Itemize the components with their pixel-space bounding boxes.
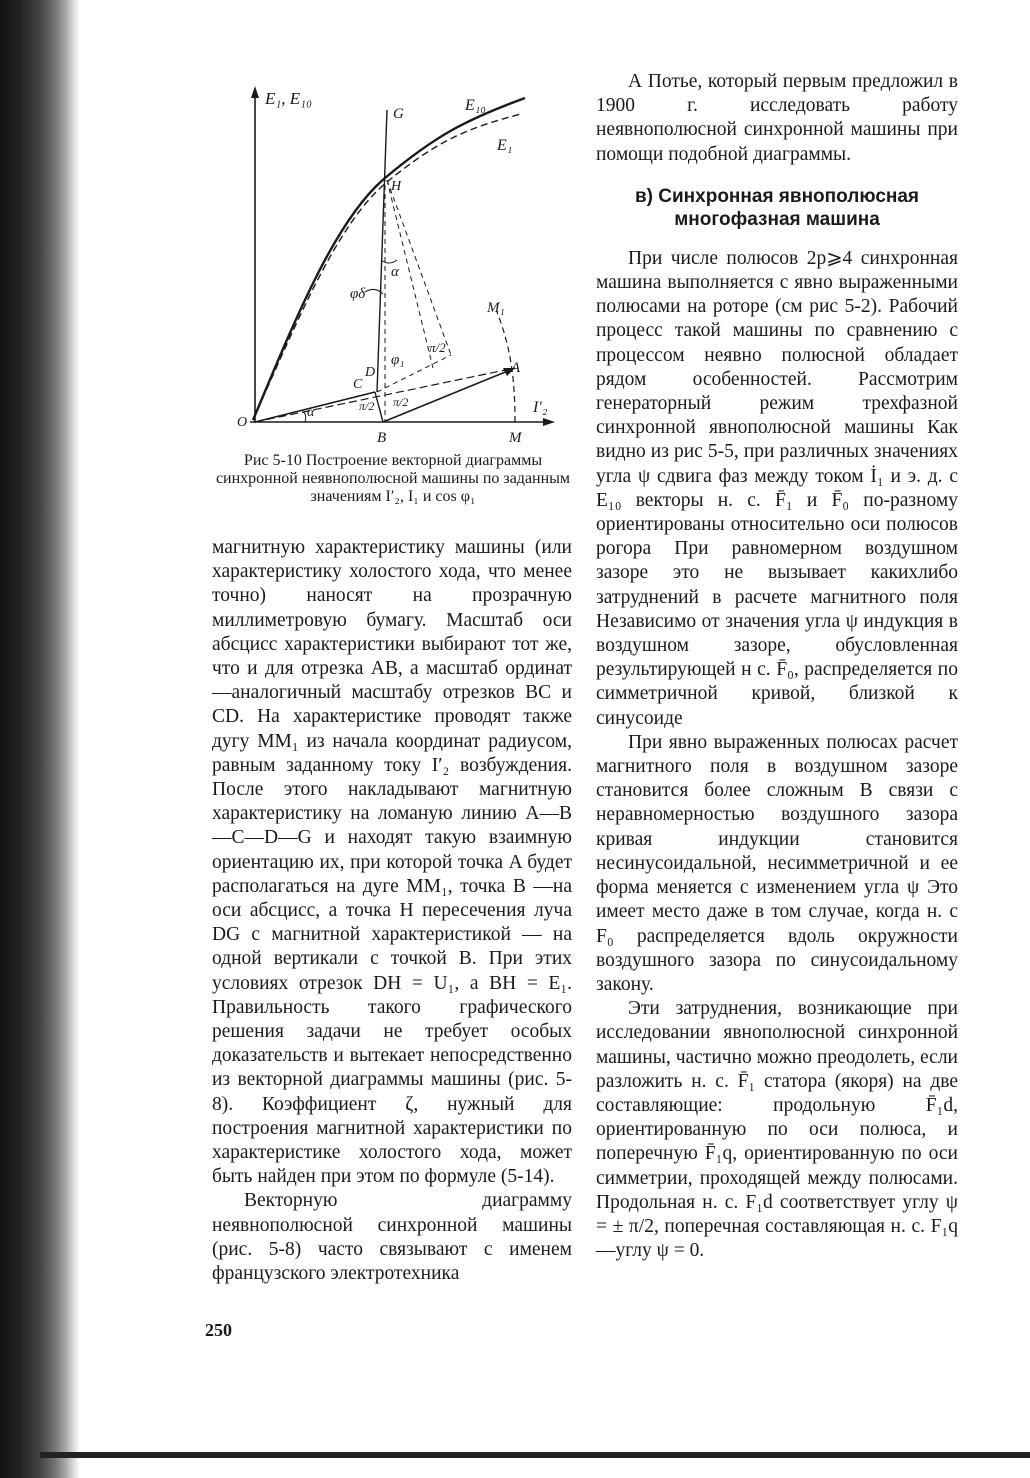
label-e1: E₁ [497, 137, 513, 154]
right-paragraph-1: А Потье, который первым предложил в 1900 г. исследовать работу неявнополюсной синхронной машины при помощи подобной диаграммы. [596, 71, 958, 165]
left-text-column [212, 536, 572, 1286]
label-a: A [511, 360, 521, 376]
angle-alpha-h [381, 260, 397, 263]
label-phi-d: φδ [350, 286, 366, 302]
label-alpha-h: α [391, 264, 399, 280]
line-oc [255, 392, 375, 422]
vector-diagram-figure [215, 80, 575, 450]
label-pi2-a: π/2 [429, 340, 446, 355]
left-paragraph-1: магнитную характеристику машины (или характеристику холостого хода, что менее точно) наносят на прозрачную миллиметровую бумагу. Масштаб оси абсцисс характеристики выбирают тот же, что и для отрезка AB, а масштаб ординат—аналогичный масштабу отрезков BC и CD. На характеристике проводят также дугу MM₁ из начала координат радиусом, равным заданному току I′₂ возбуждения. После этого накладывают магнитную характеристику на ломаную линию A—B—C—D—G и находят такую взаимную ориентацию их, при которой точка A будет располагаться на дуге MM₁, точка B —на оси абсцисс, а точка H пересечения луча DG с магнитной характеристикой — на одной вертикали с точкой B. При этих условиях отрезок DH = U₁, а BH = E₁. Правильность такого графического решения задачи не требует особых доказательств и вытекает непосредственно из векторной диаграммы машины (рис. 5-8). Коэффициент ζ, нужный для построения магнитной характеристики по характеристике холостого хода, может быть найден при этом по формуле (5-14). [212, 537, 572, 1188]
label-e10: E₁₀ [465, 97, 486, 114]
section-heading: в) Синхронная явнополюсная многофазная машина [634, 185, 920, 230]
label-d: D [365, 365, 376, 380]
y-axis-arrow [251, 86, 259, 98]
right-paragraph-3: При явно выраженных полюсах расчет магнитного поля в воздушном зазоре становится более сложным В связи с неравномерностью воздушного зазора кривая индукции становится несинусоидальной, несимметричной и ее форма меняется с изменением угла ψ Это имеет место даже в том случае, когда н. с F₀ распределяется вдоль окружности воздушного зазора по синусоидальному закону. [596, 731, 958, 995]
label-pi2-b: π/2 [393, 395, 409, 409]
label-phi1: φ₁ [391, 352, 405, 368]
label-b: B [377, 430, 387, 446]
left-paragraph-2: Векторную диаграмму неявнополюсной синхронной машины (рис. 5-8) часто связывают с именем французского электротехника [212, 1190, 572, 1285]
right-paragraph-4: Эти затруднения, возникающие при исследовании явнополюсной синхронной машины, частично можно преодолеть, если разложить н. с. F̄₁ статора (якоря) на две составляющие: продольную F̄₁d, ориентированную по оси полюса, и поперечную F̄₁q, ориентированную по оси симметрии, проходящей между полюсами. Продольная н. с. F₁d соответствует углу ψ = ± π/2, поперечная составляющая н. с. F₁q—углу ψ = 0. [596, 998, 958, 1262]
dashed-d-line [377, 355, 451, 392]
label-m: M [509, 430, 522, 446]
x-axis-arrow [543, 418, 555, 426]
label-y-axis: E₁, E₁₀ [265, 89, 312, 108]
page-bottom-edge [40, 1452, 1030, 1458]
label-alpha-o: α [307, 405, 315, 420]
curve-e1 [253, 114, 521, 420]
right-text-column [596, 70, 958, 1263]
label-x-axis: I′₂ [533, 399, 548, 416]
right-paragraph-2: При числе полюсов 2p⩾4 синхронная машина выполняется с явно выраженными полюсами на роторе (см рис 5-2). Рабочий процесс такой машины по сравнению с процессом неявно полюсной обладает рядом особенностей. Рассмотрим генераторный режим трехфазной синхронной явнополюсной машины Как видно из рис 5-5, при различных значениях угла ψ сдвига фаз между током İ₁ и э. д. с E₁₀ векторы н. с. F̄₁ и F̄₀ по-разному ориентированы относительно оси полюсов рогора При равномерном воздушном зазоре это не вызывает какихлибо затруднений в расчете магнитного поля Независимо от значения угла ψ индукция в воздушном зазоре, обусловленная результирующей н с. F̄₀, распределяется по симметричной кривой, близкой к синусоиде [596, 247, 958, 729]
label-h: H [391, 179, 402, 194]
label-pi2-c: π/2 [359, 399, 375, 413]
page-number: 250 [205, 1320, 232, 1340]
book-binding-shadow [0, 0, 80, 1478]
label-c: C [353, 377, 363, 392]
curve-e10 [253, 98, 525, 420]
angle-alpha-o [303, 412, 306, 422]
label-o: O [237, 415, 248, 430]
label-m1: M₁ [487, 300, 505, 316]
label-g: G [393, 106, 404, 122]
figure-caption: Рис 5-10 Построение векторной диаграммы синхронной неявнополюсной машины по заданным значениям I′₂, I₁ и cos φ₁ [215, 452, 571, 505]
